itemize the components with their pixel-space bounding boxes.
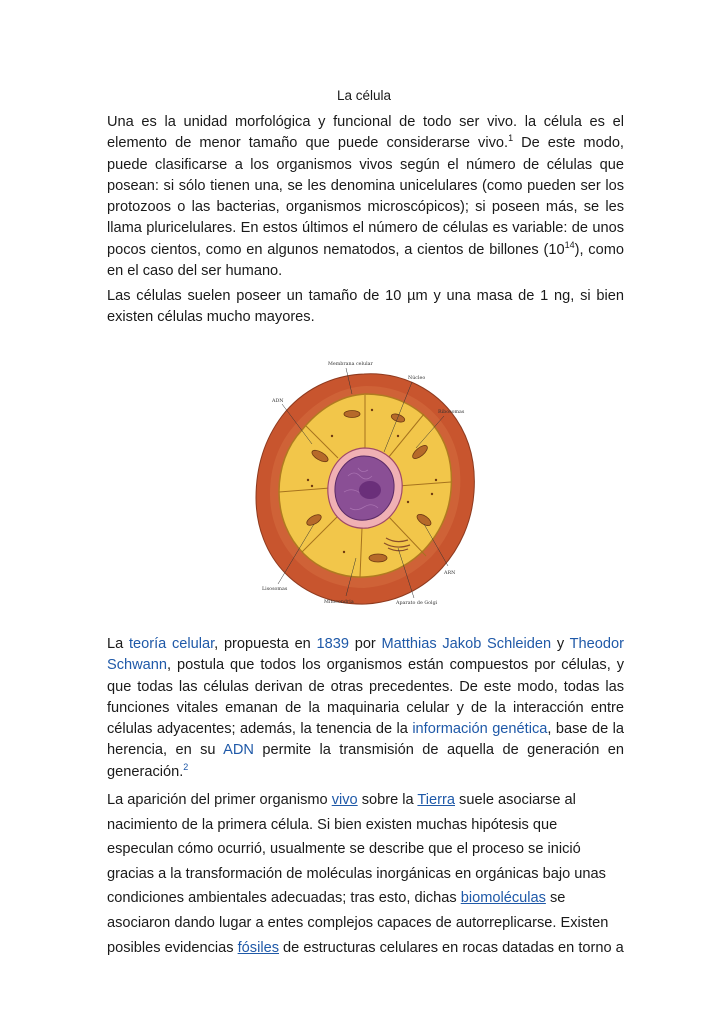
label-nucleo: Núcleo bbox=[408, 376, 426, 381]
label-mitocondria: Mitocondria bbox=[324, 600, 354, 605]
label-golgi: Aparato de Golgi bbox=[396, 601, 438, 606]
label-membrana: Membrana celular bbox=[328, 362, 373, 367]
text-segment: se asociaron dando lugar a entes complejos capaces de autorreplicarse. Existen posibles evidencias bbox=[107, 890, 609, 956]
cell-diagram-svg bbox=[248, 352, 480, 620]
label-adn: ADN bbox=[272, 399, 284, 404]
text-segment: , base de la herencia, en su bbox=[107, 721, 624, 759]
link-teoria-celular[interactable]: teoría celular bbox=[128, 636, 215, 652]
paragraph-intro bbox=[107, 112, 624, 282]
link-informacion-genetica[interactable]: información genética bbox=[412, 721, 548, 738]
label-arn: ARN bbox=[444, 571, 456, 576]
intro-text-2: De este modo, puede clasificarse a los organismos vivos según el número de células que posean: si sólo tienen una, se les denomina unicelulares (como pueden ser los protozoos o las bacterias, organismos microscópicos); si poseen más, se les llama pluricelulares. En estos últimos el número de células es variable: de unos pocos cientos, como en algunos nematodos, a cientos de billones (10 bbox=[107, 135, 624, 258]
intro-text-3: ), como en el caso del ser humano. bbox=[107, 241, 624, 280]
footnote-ref-2[interactable]: 2 bbox=[183, 761, 189, 772]
text-segment: La aparición del primer organismo bbox=[107, 792, 332, 808]
cell-diagram-image bbox=[248, 352, 480, 620]
link-vivo[interactable]: vivo bbox=[331, 792, 358, 808]
footnote-ref-1[interactable]: 1 bbox=[508, 133, 514, 144]
text-segment: suele asociarse al nacimiento de la primera célula. Si bien existen muchas hipótesis que especulan cómo ocurrió, usualmente se describe que el proceso se inició gracias a la transformación de moléculas inorgánicas en orgánicas bajo unas condiciones ambientales adecuadas; tras esto, dichas bbox=[107, 792, 606, 907]
text-segment: y bbox=[551, 636, 570, 652]
link-schwann[interactable]: Theodor Schwann bbox=[107, 636, 624, 674]
page-title: La célula bbox=[336, 88, 392, 103]
link-fosiles[interactable]: fósiles bbox=[237, 939, 279, 956]
paragraph-origin bbox=[107, 788, 624, 960]
intro-text-1: Una es la unidad morfológica y funcional de todo ser vivo. la célula es el elemento de menor tamaño que puede considerarse vivo. bbox=[107, 114, 624, 152]
paragraph-size: Las células suelen poseer un tamaño de 10 µm y una masa de 1 ng, si bien existen células mucho mayores. bbox=[107, 288, 624, 326]
exponent-14: 14 bbox=[564, 239, 575, 250]
link-1839[interactable]: 1839 bbox=[316, 636, 349, 652]
link-biomoleculas[interactable]: biomoléculas bbox=[460, 890, 546, 907]
label-ribosomas: Ribosomas bbox=[438, 410, 465, 415]
text-segment: sobre la bbox=[357, 792, 418, 808]
text-segment: , postula que todos los organismos están compuestos por células, y que todas las células derivan de otras precedentes. De este modo, todas las funciones vitales emanan de la maquinaria celular y de la interacción entre células adyacentes; además, la tenencia de la bbox=[107, 657, 624, 738]
link-schleiden[interactable]: Matthias Jakob Schleiden bbox=[381, 636, 552, 652]
text-segment: La bbox=[107, 636, 129, 652]
paragraph-cell-theory bbox=[107, 634, 624, 783]
nucleolus bbox=[359, 481, 381, 499]
text-segment: de estructuras celulares en rocas datadas en torno a bbox=[279, 939, 624, 956]
text-segment: por bbox=[348, 636, 382, 652]
text-segment: , propuesta en bbox=[214, 636, 317, 652]
label-lisosomas: Lisosomas bbox=[262, 587, 288, 592]
link-adn[interactable]: ADN bbox=[223, 742, 254, 759]
text-segment: permite la transmisión de aquella de generación en generación. bbox=[107, 742, 624, 780]
link-tierra[interactable]: Tierra bbox=[417, 792, 455, 808]
